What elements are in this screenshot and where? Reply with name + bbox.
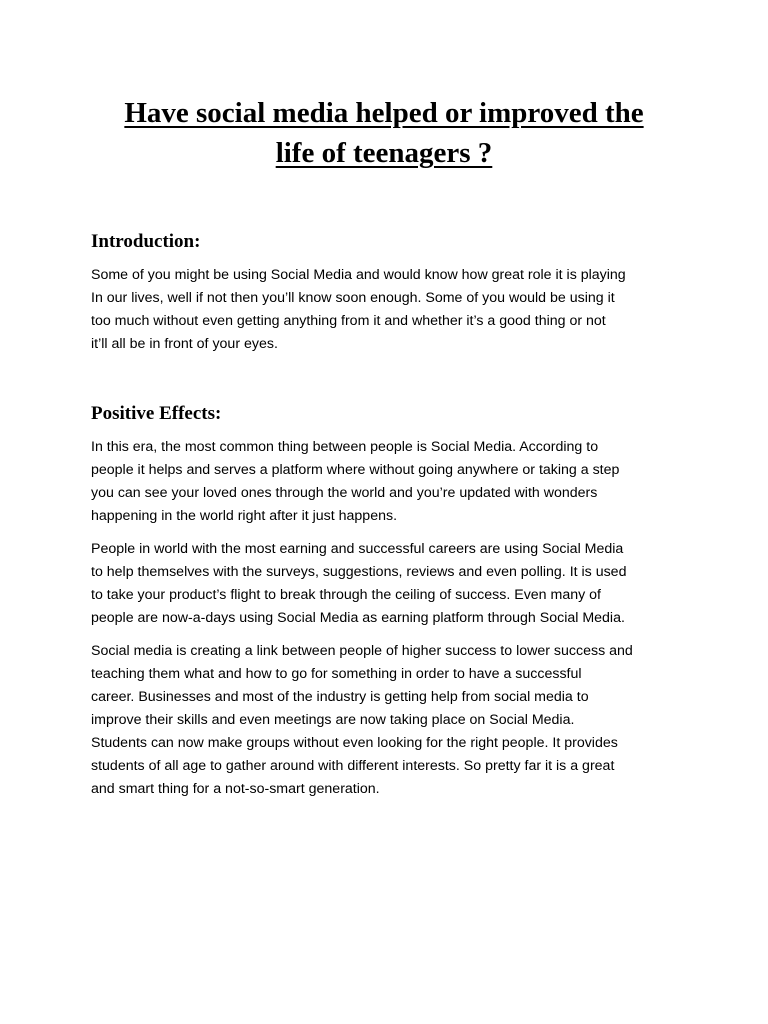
title-line: life of teenagers ? — [275, 137, 493, 169]
paragraph-line: teaching them what and how to go for something in order to have a successful — [91, 666, 582, 682]
title-line: Have social media helped or improved the — [124, 97, 644, 129]
paragraph-line: to help themselves with the surveys, suggestions, reviews and even polling. It is used — [91, 564, 627, 580]
paragraph-line: happening in the world right after it just happens. — [91, 508, 398, 524]
paragraph-line: people are now-a-days using Social Media as earning platform through Social Media. — [91, 610, 625, 626]
paragraph-positive-effects-3 — [91, 640, 691, 801]
paragraph-line: students of all age to gather around with different interests. So pretty far it is a great — [91, 758, 615, 774]
paragraph-line: people it helps and serves a platform where without going anywhere or taking a step — [91, 462, 620, 478]
section-heading-introduction: Introduction: — [91, 231, 201, 252]
paragraph-line: career. Businesses and most of the industry is getting help from social media to — [91, 689, 589, 705]
section-heading-positive-effects: Positive Effects: — [91, 403, 222, 424]
paragraph-line: too much without even getting anything from it and whether it’s a good thing or not — [91, 313, 606, 329]
paragraph-line: Some of you might be using Social Media and would know how great role it is playing — [91, 267, 626, 283]
paragraph-positive-effects-1 — [91, 436, 691, 528]
paragraph-line: and smart thing for a not-so-smart generation. — [91, 781, 380, 797]
paragraph-line: Students can now make groups without even looking for the right people. It provides — [91, 735, 618, 751]
paragraph-line: Social media is creating a link between people of higher success to lower success and — [91, 643, 633, 659]
paragraph-line: People in world with the most earning and successful careers are using Social Media — [91, 541, 624, 557]
paragraph-line: In this era, the most common thing between people is Social Media. According to — [91, 439, 599, 455]
paragraph-line: to take your product’s flight to break through the ceiling of success. Even many of — [91, 587, 601, 603]
paragraph-line: In our lives, well if not then you’ll know soon enough. Some of you would be using it — [91, 290, 615, 306]
document-title — [96, 93, 672, 173]
paragraph-positive-effects-2 — [91, 538, 691, 630]
paragraph-introduction — [91, 264, 691, 356]
paragraph-line: it’ll all be in front of your eyes. — [91, 336, 278, 352]
paragraph-line: you can see your loved ones through the world and you’re updated with wonders — [91, 485, 598, 501]
paragraph-line: improve their skills and even meetings are now taking place on Social Media. — [91, 712, 575, 728]
